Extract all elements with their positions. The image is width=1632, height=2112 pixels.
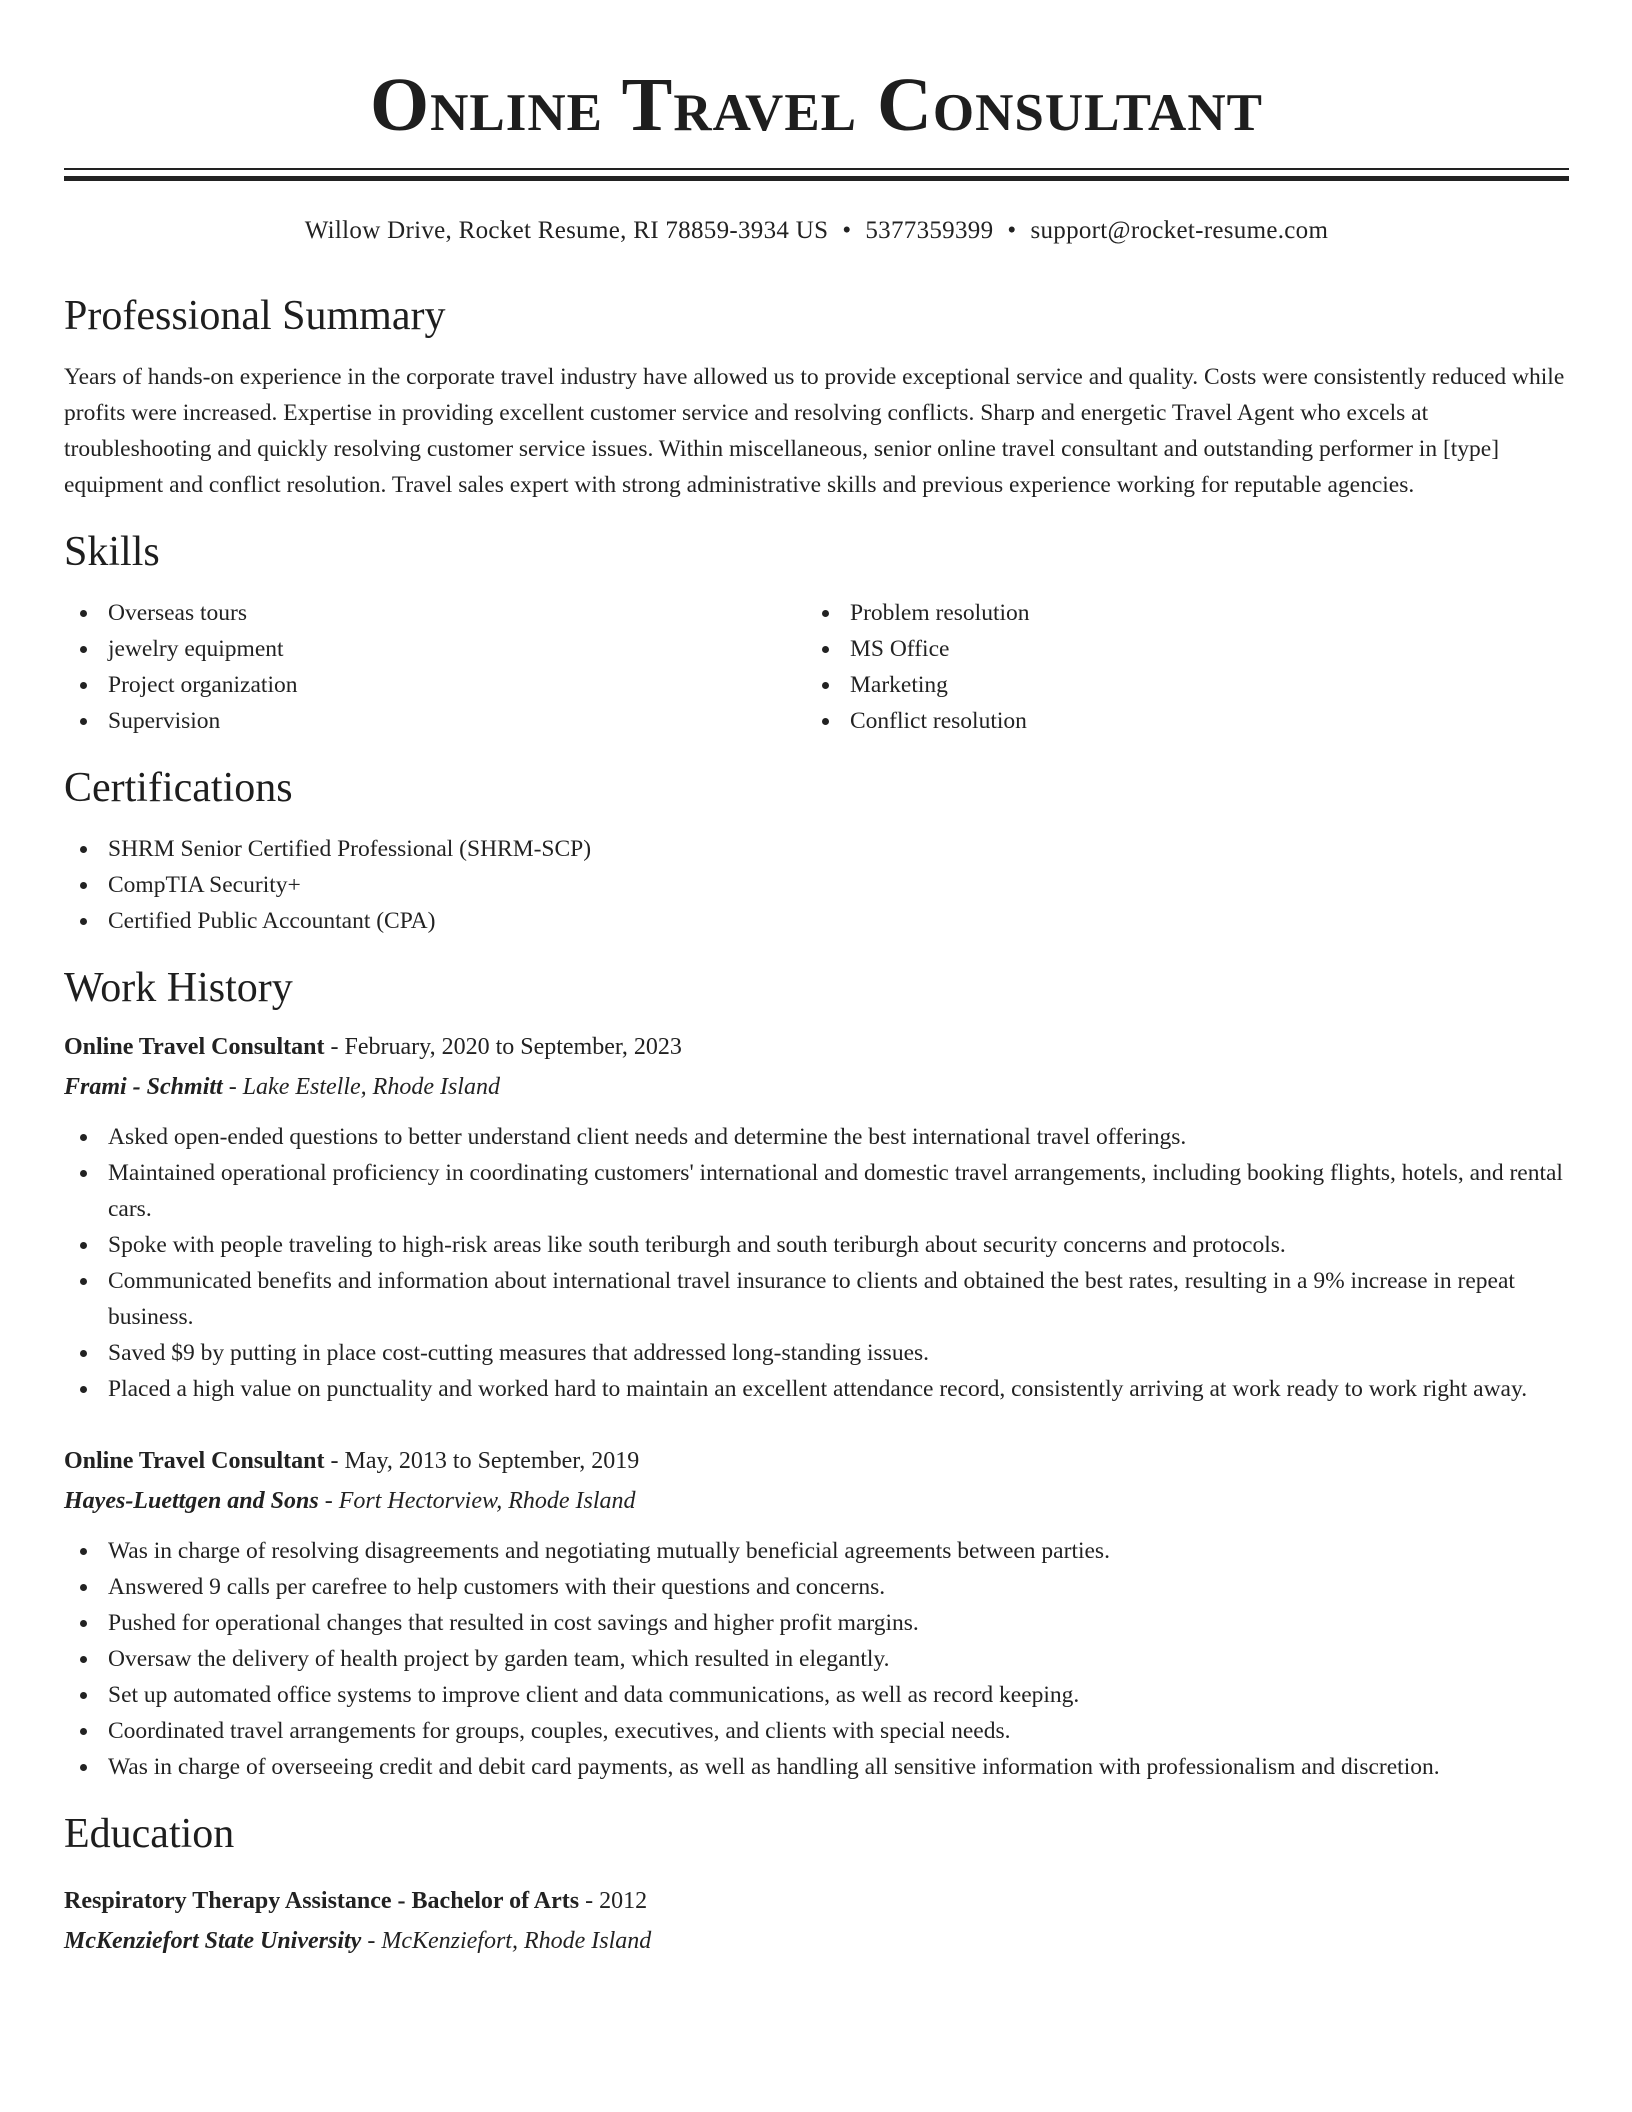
job-bullet: Answered 9 calls per carefree to help customers with their questions and concerns.: [64, 1569, 1569, 1605]
skill-item: MS Office: [806, 631, 1548, 667]
skills-heading: Skills: [64, 529, 160, 575]
contact-email: support@rocket-resume.com: [1030, 217, 1329, 244]
certifications-list: [64, 831, 1569, 939]
job-bullet: Was in charge of overseeing credit and debit card payments, as well as handling all sensitive information with professionalism and discretion.: [64, 1749, 1569, 1785]
job-bullet: Saved $9 by putting in place cost-cutting measures that addressed long-standing issues.: [64, 1335, 1569, 1371]
contact-separator: •: [842, 217, 852, 244]
certification-item: CompTIA Security+: [64, 867, 1569, 903]
job-company: Hayes-Luettgen and Sons: [64, 1488, 319, 1514]
job-bullet: Coordinated travel arrangements for groups, couples, executives, and clients with special needs.: [64, 1713, 1569, 1749]
skill-item: Supervision: [64, 703, 806, 739]
job-title: Online Travel Consultant: [64, 1448, 325, 1474]
education-school-line: McKenziefort State University - McKenziefort, Rhode Island: [64, 1928, 652, 1954]
contact-line: [64, 215, 1569, 247]
resume-title: Online Travel Consultant: [370, 63, 1263, 147]
skills-columns: [64, 595, 1569, 739]
job-bullet: Pushed for operational changes that resulted in cost savings and higher profit margins.: [64, 1605, 1569, 1641]
education-entry: [64, 1881, 1569, 1961]
certification-item: SHRM Senior Certified Professional (SHRM-SCP): [64, 831, 1569, 867]
contact-separator: •: [1007, 217, 1017, 244]
education-heading: Education: [64, 1811, 235, 1857]
job-location: Fort Hectorview, Rhode Island: [338, 1488, 636, 1514]
summary-text: Years of hands-on experience in the corporate travel industry have allowed us to provide exceptional service and quality. Costs were consistently reduced while profits were increased. Expertise in providing excellent customer service and resolving conflicts. Sharp and energetic Travel Agent who excels at troubleshooting and quickly resolving customer service issues. Within miscellaneous, senior online travel consultant and outstanding performer in [type] equipment and conflict resolution. Travel sales expert with strong administrative skills and previous experience working for reputable agencies.: [64, 364, 1565, 498]
education-degree: Respiratory Therapy Assistance - Bachelor of Arts: [64, 1888, 580, 1914]
education-degree-line: Respiratory Therapy Assistance - Bachelor of Arts - 2012: [64, 1888, 648, 1914]
education-school: McKenziefort State University: [64, 1928, 362, 1954]
job-location: Lake Estelle, Rhode Island: [242, 1074, 500, 1100]
job-company-line: Hayes-Luettgen and Sons - Fort Hectorview, Rhode Island: [64, 1488, 636, 1514]
job-company: Frami - Schmitt: [64, 1074, 223, 1100]
skill-item: Problem resolution: [806, 595, 1548, 631]
job-bullet: Communicated benefits and information about international travel insurance to clients and obtained the best rates, resulting in a 9% increase in repeat business.: [64, 1263, 1569, 1335]
job-title: Online Travel Consultant: [64, 1034, 325, 1060]
contact-address: Willow Drive, Rocket Resume, RI 78859-3934 US: [304, 217, 829, 244]
skill-item: Conflict resolution: [806, 703, 1548, 739]
job-entry: [64, 1441, 1569, 1785]
job-bullet: Placed a high value on punctuality and worked hard to maintain an excellent attendance record, consistently arriving at work ready to work right away.: [64, 1371, 1569, 1407]
resume-page: [64, 0, 1569, 1961]
job-bullet: Maintained operational proficiency in coordinating customers' international and domestic travel arrangements, including booking flights, hotels, and rental cars.: [64, 1155, 1569, 1227]
certifications-heading: Certifications: [64, 765, 293, 811]
job-dates: February, 2020 to September, 2023: [344, 1034, 682, 1060]
job-bullet: Oversaw the delivery of health project by garden team, which resulted in elegantly.: [64, 1641, 1569, 1677]
skill-item: jewelry equipment: [64, 631, 806, 667]
job-bullet: Was in charge of resolving disagreements and negotiating mutually beneficial agreements between parties.: [64, 1533, 1569, 1569]
skills-list-right: [806, 595, 1548, 739]
job-entry: [64, 1027, 1569, 1407]
summary-heading: Professional Summary: [64, 293, 446, 339]
job-bullet: Set up automated office systems to improve client and data communications, as well as record keeping.: [64, 1677, 1569, 1713]
skill-item: Marketing: [806, 667, 1548, 703]
work-history-heading: Work History: [64, 965, 293, 1011]
job-bullet-list: [64, 1533, 1569, 1785]
skills-list-left: [64, 595, 806, 739]
title-divider-thin: [64, 168, 1569, 170]
certification-item: Certified Public Accountant (CPA): [64, 903, 1569, 939]
skill-item: Overseas tours: [64, 595, 806, 631]
education-location: McKenziefort, Rhode Island: [381, 1928, 652, 1954]
job-bullet: Asked open-ended questions to better understand client needs and determine the best international travel offerings.: [64, 1119, 1569, 1155]
job-title-line: Online Travel Consultant - May, 2013 to September, 2019: [64, 1448, 640, 1474]
job-title-line: Online Travel Consultant - February, 2020 to September, 2023: [64, 1034, 682, 1060]
education-year: 2012: [599, 1888, 648, 1914]
skill-item: Project organization: [64, 667, 806, 703]
job-dates: May, 2013 to September, 2019: [344, 1448, 640, 1474]
contact-phone: 5377359399: [865, 217, 994, 244]
title-divider-thick: [64, 176, 1569, 181]
job-bullet: Spoke with people traveling to high-risk areas like south teriburgh and south teriburgh about security concerns and protocols.: [64, 1227, 1569, 1263]
job-bullet-list: [64, 1119, 1569, 1407]
job-company-line: Frami - Schmitt - Lake Estelle, Rhode Island: [64, 1074, 500, 1100]
